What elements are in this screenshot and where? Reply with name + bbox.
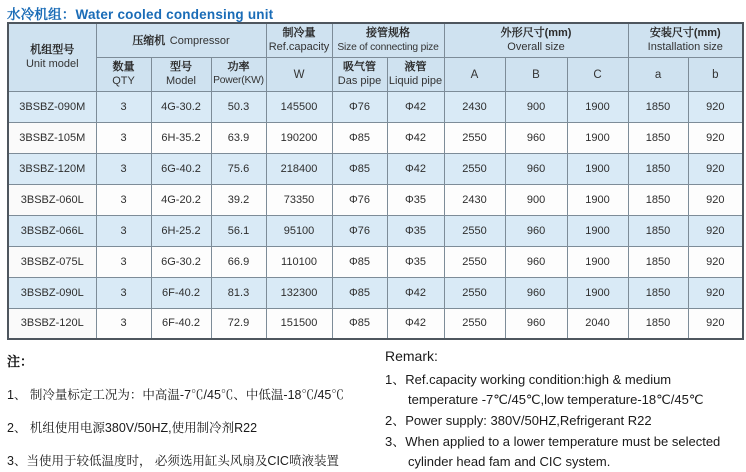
spec-value-cell: 960 — [505, 308, 567, 339]
spec-value-cell: 4G-20.2 — [151, 184, 211, 215]
spec-value-cell: 2550 — [444, 122, 505, 153]
spec-value-cell: 1850 — [628, 277, 688, 308]
spec-value-cell: 6G-30.2 — [151, 246, 211, 277]
table-row — [8, 215, 743, 246]
col-header-gas-pipe — [332, 57, 387, 91]
spec-value-cell: 66.9 — [211, 246, 266, 277]
spec-value-cell: 920 — [688, 277, 743, 308]
install-size-label-zh: 安装尺寸(mm) — [649, 26, 721, 39]
spec-value-cell: 960 — [505, 215, 567, 246]
gas-pipe-label-en: Das pipe — [337, 75, 382, 87]
power-label-zh: 功率 — [227, 61, 250, 74]
spec-value-cell: Φ85 — [332, 122, 387, 153]
spec-value-cell: 6F-40.2 — [151, 308, 211, 339]
spec-value-cell: Φ35 — [387, 215, 444, 246]
spec-value-cell: Φ35 — [387, 184, 444, 215]
page-title: 水冷机组：Water cooled condensing unit — [7, 7, 274, 22]
spec-value-cell: 2550 — [444, 277, 505, 308]
col-header-qty — [96, 57, 151, 91]
spec-value-cell: 95100 — [266, 215, 332, 246]
note-zh-item: 2、 机组使用电源380V/50HZ,使用制冷剂R22 — [7, 421, 258, 435]
spec-value-cell: 2040 — [567, 308, 628, 339]
gas-pipe-label-zh: 吸气管 — [343, 60, 376, 73]
spec-value-cell: 3 — [96, 308, 151, 339]
spec-value-cell: 2550 — [444, 246, 505, 277]
compressor-label-en: Compressor — [169, 34, 230, 47]
spec-value-cell: 920 — [688, 246, 743, 277]
spec-value-cell: Φ42 — [387, 277, 444, 308]
spec-value-cell: 1850 — [628, 184, 688, 215]
col-header-dim-A — [444, 57, 505, 91]
spec-value-cell: 73350 — [266, 184, 332, 215]
spec-value-cell: 960 — [505, 153, 567, 184]
overall-size-label-zh: 外形尺寸(mm) — [500, 26, 572, 39]
spec-value-cell: 1900 — [567, 122, 628, 153]
spec-value-cell: 72.9 — [211, 308, 266, 339]
unit-model-cell: 3BSBZ-075L — [8, 246, 96, 277]
spec-value-cell: Φ85 — [332, 246, 387, 277]
spec-value-cell: 1900 — [567, 246, 628, 277]
spec-value-cell: 920 — [688, 184, 743, 215]
spec-value-cell: Φ76 — [332, 91, 387, 122]
spec-value-cell: 920 — [688, 91, 743, 122]
spec-value-cell: 960 — [505, 277, 567, 308]
col-header-dim-a — [628, 57, 688, 91]
spec-table — [7, 22, 744, 340]
unit-model-cell: 3BSBZ-105M — [8, 122, 96, 153]
spec-table-body — [8, 91, 743, 339]
spec-value-cell: 3 — [96, 184, 151, 215]
spec-value-cell: 3 — [96, 215, 151, 246]
spec-value-cell: 6H-35.2 — [151, 122, 211, 153]
spec-value-cell: 1850 — [628, 308, 688, 339]
table-row — [8, 153, 743, 184]
spec-value-cell: 1900 — [567, 91, 628, 122]
compressor-label-zh: 压缩机 — [132, 34, 166, 47]
unit-model-cell: 3BSBZ-060L — [8, 184, 96, 215]
col-header-capacity — [266, 23, 332, 57]
col-header-compressor — [96, 23, 266, 57]
spec-value-cell: 3 — [96, 246, 151, 277]
table-row — [8, 246, 743, 277]
spec-value-cell: Φ85 — [332, 277, 387, 308]
col-header-overall-size — [444, 23, 628, 57]
notes-zh-block — [7, 345, 385, 472]
liquid-pipe-label-zh: 液管 — [404, 60, 427, 73]
table-row — [8, 277, 743, 308]
spec-value-cell: 3 — [96, 153, 151, 184]
spec-value-cell: 2430 — [444, 91, 505, 122]
install-size-label-en: Installation size — [647, 41, 723, 54]
spec-value-cell: 1850 — [628, 91, 688, 122]
notes-section — [7, 345, 739, 472]
spec-value-cell: 63.9 — [211, 122, 266, 153]
col-header-model — [151, 57, 211, 91]
note-zh-item: 1、 制冷量标定工况为：中高温-7℃/45℃、中低温-18℃/45℃ — [7, 388, 344, 402]
spec-table-head — [8, 23, 743, 91]
spec-value-cell: 3 — [96, 122, 151, 153]
spec-value-cell: 56.1 — [211, 215, 266, 246]
spec-value-cell: Φ85 — [332, 308, 387, 339]
watt-unit-label: W — [293, 68, 305, 81]
spec-value-cell: Φ76 — [332, 215, 387, 246]
capacity-label-zh: 制冷量 — [282, 26, 316, 39]
capacity-label-en: Ref.capacity — [268, 41, 330, 54]
notes-zh-list — [7, 385, 385, 469]
spec-value-cell: 81.3 — [211, 277, 266, 308]
col-header-dim-b — [688, 57, 743, 91]
unit-model-label-zh: 机组型号 — [30, 43, 75, 56]
spec-value-cell: 6H-25.2 — [151, 215, 211, 246]
spec-value-cell: 151500 — [266, 308, 332, 339]
spec-value-cell: 190200 — [266, 122, 332, 153]
spec-value-cell: 2430 — [444, 184, 505, 215]
dim-b-label: b — [712, 68, 719, 81]
spec-value-cell: 39.2 — [211, 184, 266, 215]
qty-label-en: QTY — [112, 75, 135, 87]
table-row — [8, 308, 743, 339]
header-row-groups — [8, 23, 743, 57]
col-header-power — [211, 57, 266, 91]
spec-value-cell: 2550 — [444, 153, 505, 184]
spec-value-cell: 2550 — [444, 308, 505, 339]
spec-value-cell: 1900 — [567, 153, 628, 184]
header-row-subcolumns — [8, 57, 743, 91]
remark-item: 3、When applied to a lower temperature must be selected cylinder head fam and CIC system. — [385, 434, 721, 469]
spec-value-cell: Φ85 — [332, 153, 387, 184]
spec-value-cell: Φ42 — [387, 122, 444, 153]
table-row — [8, 122, 743, 153]
liquid-pipe-label-en: Liquid pipe — [388, 75, 443, 87]
table-row — [8, 91, 743, 122]
spec-value-cell: 1850 — [628, 153, 688, 184]
spec-value-cell: Φ35 — [387, 246, 444, 277]
spec-value-cell: 1900 — [567, 277, 628, 308]
spec-value-cell: 920 — [688, 308, 743, 339]
spec-value-cell: 960 — [505, 122, 567, 153]
spec-value-cell: 3 — [96, 91, 151, 122]
unit-model-cell: 3BSBZ-120L — [8, 308, 96, 339]
dim-C-label: C — [593, 68, 602, 81]
spec-value-cell: 1900 — [567, 215, 628, 246]
unit-model-cell: 3BSBZ-120M — [8, 153, 96, 184]
spec-value-cell: 1850 — [628, 215, 688, 246]
pipe-size-label-zh: 接管规格 — [366, 27, 410, 40]
unit-model-cell: 3BSBZ-090L — [8, 277, 96, 308]
spec-value-cell: Φ42 — [387, 153, 444, 184]
unit-model-cell: 3BSBZ-066L — [8, 215, 96, 246]
spec-value-cell: 218400 — [266, 153, 332, 184]
col-header-liquid-pipe — [387, 57, 444, 91]
note-zh-item: 3、当使用于较低温度时， 必须选用缸头风扇及CIC喷液装置 — [7, 454, 339, 468]
spec-value-cell: 50.3 — [211, 91, 266, 122]
notes-zh-heading: 注： — [7, 354, 34, 369]
spec-value-cell: 900 — [505, 184, 567, 215]
spec-value-cell: Φ42 — [387, 308, 444, 339]
model-label-en: Model — [166, 75, 196, 87]
table-row — [8, 184, 743, 215]
spec-value-cell: 1900 — [567, 184, 628, 215]
model-label-zh: 型号 — [170, 60, 192, 73]
spec-value-cell: 145500 — [266, 91, 332, 122]
col-header-watt — [266, 57, 332, 91]
spec-value-cell: 1850 — [628, 122, 688, 153]
spec-value-cell: 75.6 — [211, 153, 266, 184]
dim-A-label: A — [470, 68, 479, 81]
remark-item: 2、Power supply: 380V/50HZ,Refrigerant R22 — [385, 413, 652, 428]
spec-value-cell: 3 — [96, 277, 151, 308]
spec-value-cell: 6F-40.2 — [151, 277, 211, 308]
spec-value-cell: 6G-40.2 — [151, 153, 211, 184]
col-header-pipe-size — [332, 23, 444, 57]
spec-value-cell: Φ42 — [387, 91, 444, 122]
unit-model-label-en: Unit model — [25, 58, 79, 71]
spec-value-cell: 920 — [688, 153, 743, 184]
qty-label-zh: 数量 — [112, 60, 135, 73]
spec-value-cell: 960 — [505, 246, 567, 277]
col-header-install-size — [628, 23, 743, 57]
spec-value-cell: 4G-30.2 — [151, 91, 211, 122]
power-label-en: Power(KW) — [213, 75, 264, 87]
notes-en-block — [385, 345, 739, 472]
remark-item: 1、Ref.capacity working condition:high & medium temperature -7℃/45℃,low temperature-18℃/45℃ — [385, 372, 704, 407]
overall-size-label-en: Overall size — [507, 41, 565, 54]
col-header-dim-C — [567, 57, 628, 91]
col-header-unit-model — [8, 23, 96, 91]
spec-value-cell: 920 — [688, 122, 743, 153]
col-header-dim-B — [505, 57, 567, 91]
spec-value-cell: 920 — [688, 215, 743, 246]
spec-value-cell: 900 — [505, 91, 567, 122]
spec-value-cell: 1850 — [628, 246, 688, 277]
pipe-size-label-en: Size of connecting pize — [337, 41, 439, 53]
remark-heading: Remark: — [385, 348, 438, 364]
notes-en-list — [385, 370, 739, 472]
spec-value-cell: 132300 — [266, 277, 332, 308]
spec-value-cell: 110100 — [266, 246, 332, 277]
unit-model-cell: 3BSBZ-090M — [8, 91, 96, 122]
spec-value-cell: Φ76 — [332, 184, 387, 215]
dim-B-label: B — [532, 68, 540, 81]
spec-value-cell: 2550 — [444, 215, 505, 246]
dim-a-label: a — [654, 68, 662, 81]
